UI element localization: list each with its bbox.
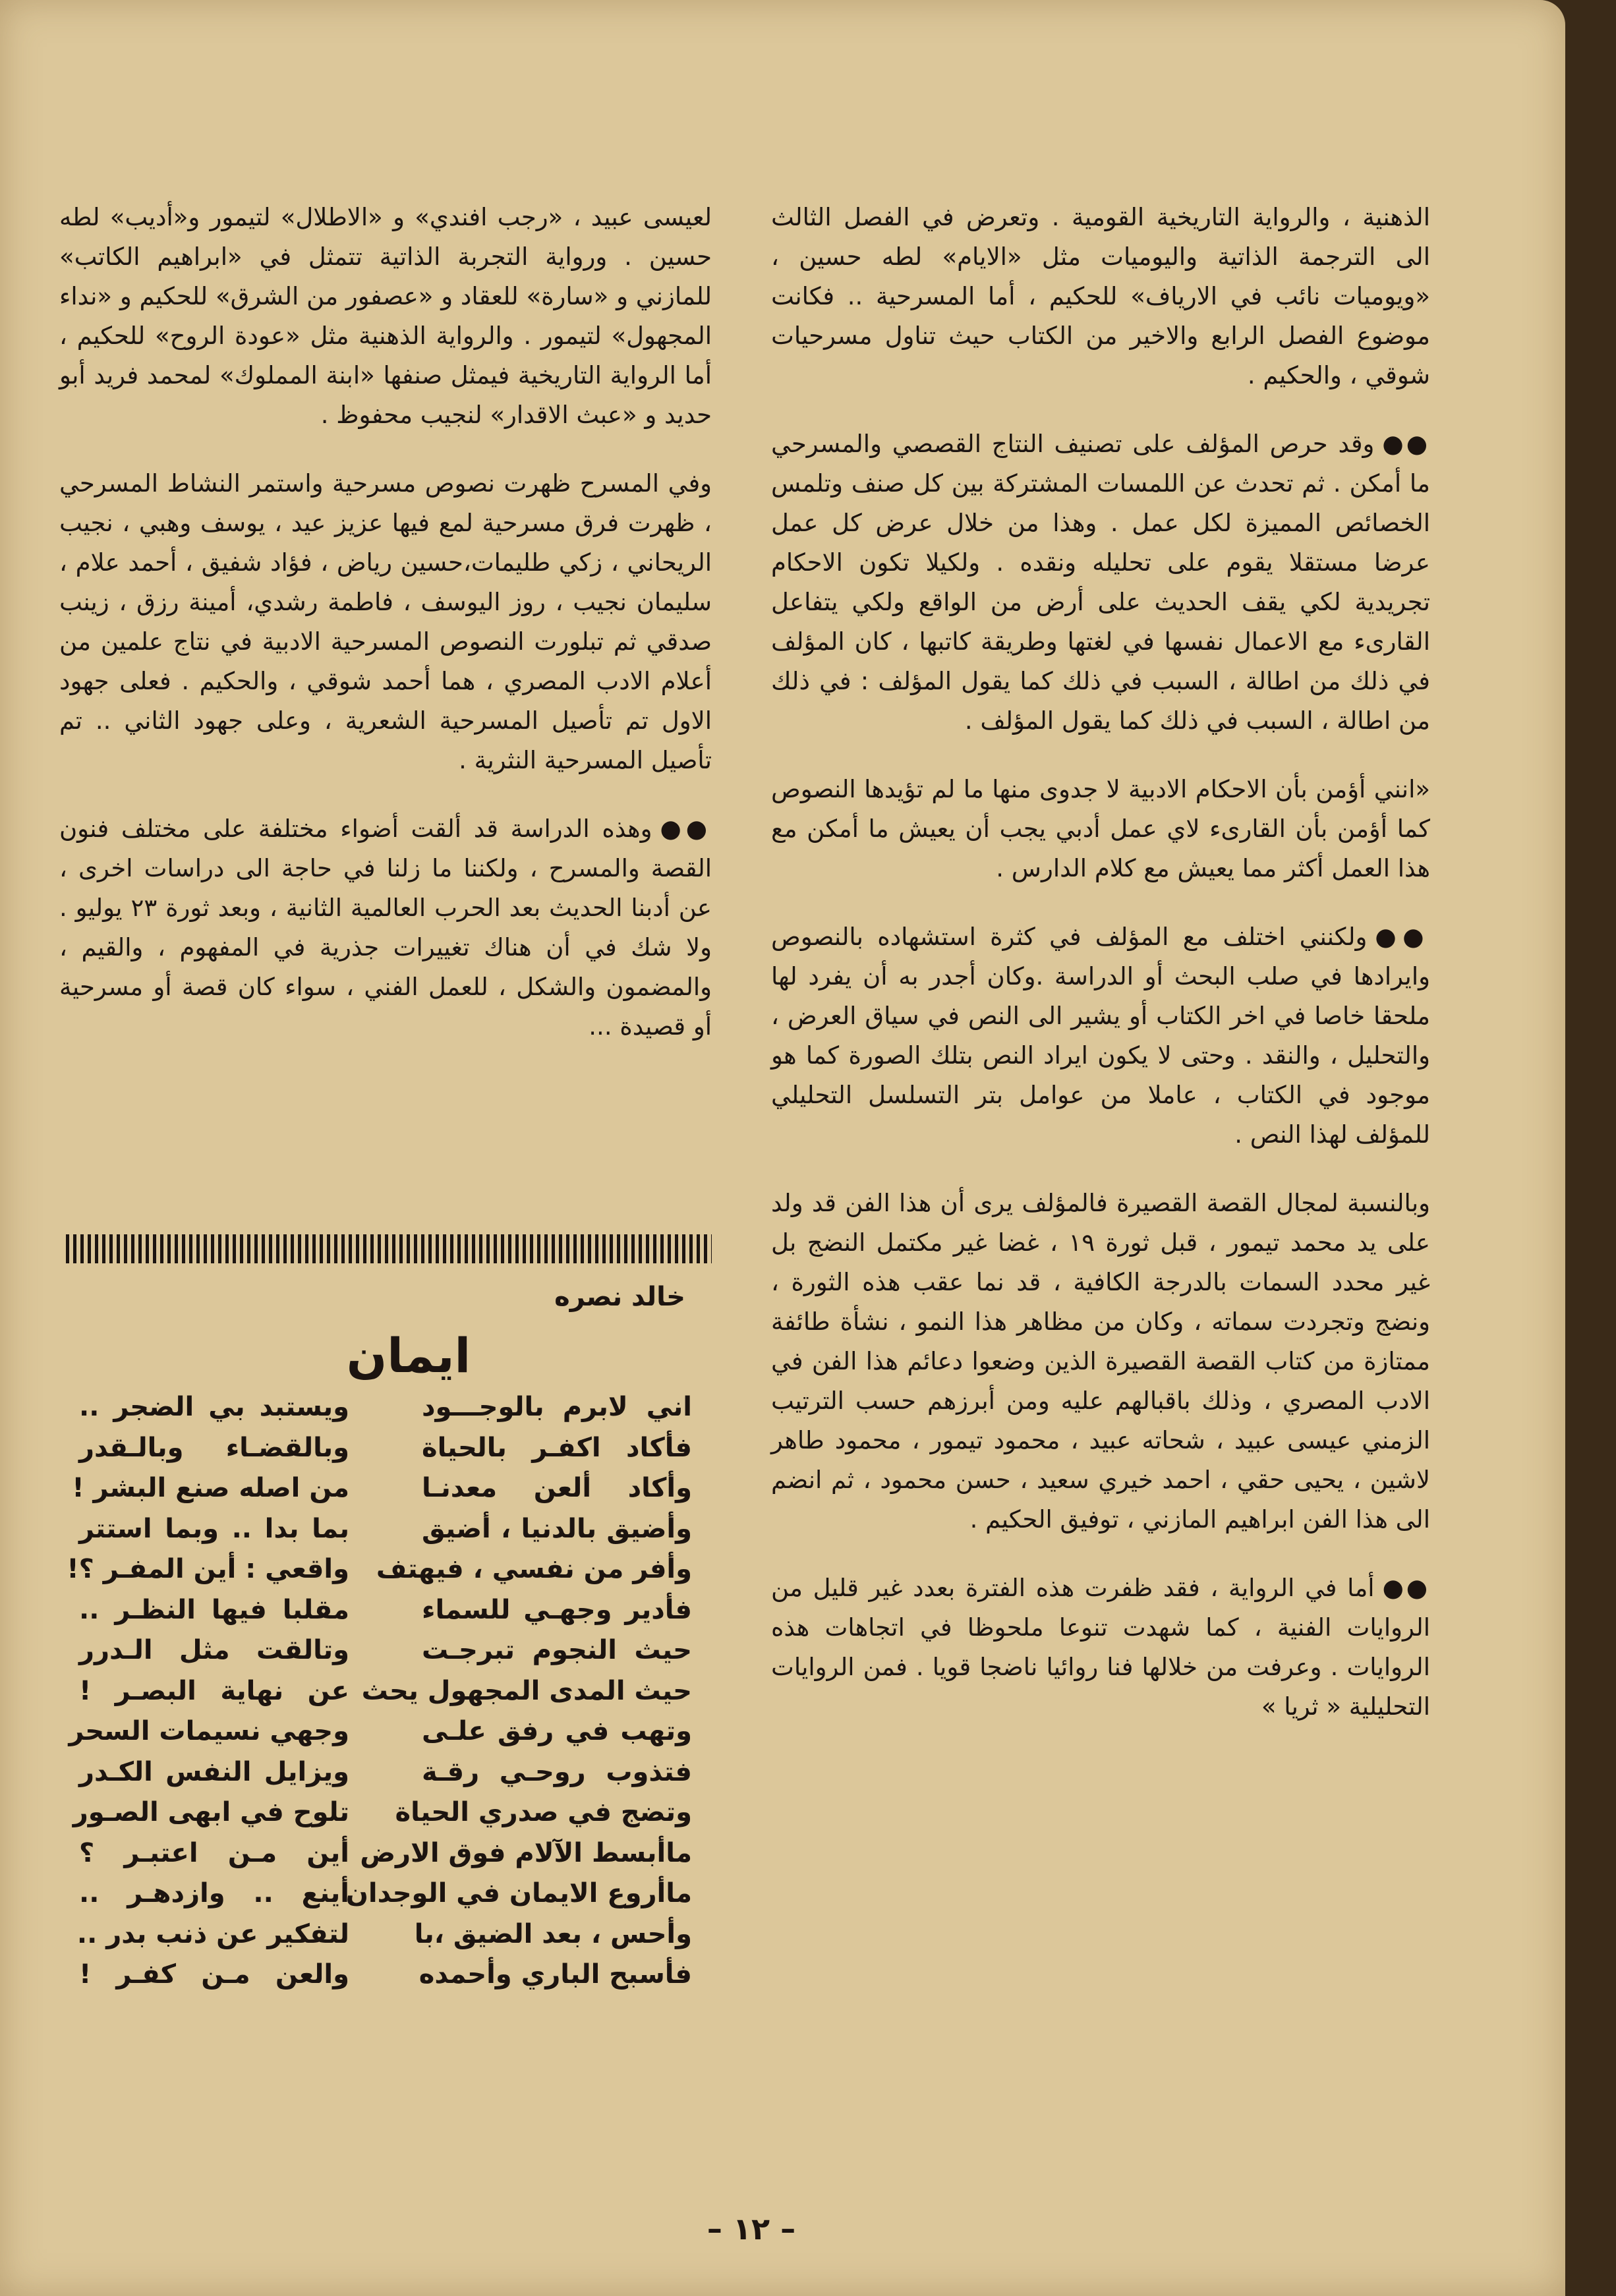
poem-line: تلوح في ابهى الصـور — [72, 1797, 349, 1827]
paragraph: وبالنسبة لمجال القصة القصيرة فالمؤلف يرى أن هذا الفن قد ولد على يد محمد تيمور ، قبل ثورة ١٩ ، غضا غير مكتمل النضج بل غير محدد السمات بالدرجة الكافية ، قد نما عقب هذه الثورة ، ونضج وتجردت سماته ، وكان من مظاهر هذا النمو ، نشأة طائفة ممتازة من كتاب القصة القصيرة الذين وضعوا دعائم هذا الفن في الادب المصري ، وذلك باقبالهم عليه ومن أبرزهم حسب الترتيب الزمني عيسى عبيد ، شحاته عبيد ، محمود تيمور ، محمود طاهر لاشين ، يحيى حقي ، احمد خيري سعيد ، حسن محمود ، ثم انضم الى هذا الفن ابراهيم المازني ، توفيق الحكيم . — [771, 1189, 1431, 1534]
poem-line: ويستبد بي الضجر .. — [79, 1392, 349, 1422]
poem-line: لتفكير عن ذنب بدر .. — [76, 1918, 349, 1949]
page-number: – ١٢ – — [707, 2211, 796, 2247]
bullet-mark: ●● — [1382, 1574, 1430, 1602]
bullet-mark: ●● — [1375, 923, 1430, 951]
decorative-divider — [66, 1234, 712, 1263]
poem-line: أينع .. وازدهـر .. — [79, 1878, 349, 1909]
left-column — [59, 198, 712, 1076]
poem-line: فأكاد اكفـر بالحياة — [422, 1432, 692, 1463]
poem-line: فتذوب روحـي رقـة — [422, 1756, 692, 1787]
poem-line: فأسبح الباري وأحمده — [418, 1959, 692, 1990]
right-column — [771, 198, 1430, 1756]
paragraph: وفي المسرح ظهرت نصوص مسرحية واستمر النشاط المسرحي ، ظهرت فرق مسرحية لمع فيها عزيز عيد ، يوسف وهبي ، نجيب الريحاني ، زكي طليمات،حسين رياض ، فؤاد شفيق ، أحمد علام ، سليمان نجيب ، روز اليوسف ، فاطمة رشدي، أمينة رزق ، زينب صدقي ثم تبلورت النصوص المسرحية الادبية في نتاج علمين من أعلام الادب المصري ، هما أحمد شوقي ، والحكيم . فعلى جهود الاول تم تأصيل المسرحية الشعرية ، وعلى جهود الثاني .. تم تأصيل المسرحية النثرية . — [59, 469, 712, 774]
poem-line: اني لابرم بالوجـــود — [422, 1392, 692, 1422]
paragraph: الذهنية ، والرواية التاريخية القومية . وتعرض في الفصل الثالث الى الترجمة الذاتية واليوميات مثل «الايام» لطه حسين ، «ويوميات نائب في الارياف» للحكيم ، أما المسرحية .. فكانت موضوع الفصل الرابع والاخير من الكتاب حيث تناول مسرحيات شوقي ، والحكيم . — [771, 203, 1430, 389]
poem-line: وأفر من نفسي ، فيهتف — [376, 1554, 692, 1584]
bullet-mark: ●● — [660, 815, 712, 843]
poem-line: حيث المدى المجهول يحث — [361, 1675, 692, 1706]
poem-line: حيث النجوم تبرجـت — [422, 1635, 692, 1665]
poem-line: مقلبا فيها النظـر .. — [79, 1594, 349, 1625]
paragraph: لعيسى عبيد ، «رجب افندي» و «الاطلال» لتيمور و«أديب» لطه حسين . ورواية التجربة الذاتية تتمثل في «ابراهيم الكاتب» للمازني و «سارة» للعقاد و «عصفور من الشرق» للحكيم و «نداء المجهول» لتيمور . والرواية الذهنية مثل «عودة الروح» للحكيم ، أما الرواية التاريخية فيمثل صنفها «ابنة المملوك» لمحمد فريد أبو حديد و «عبث الاقدار» لنجيب محفوظ . — [59, 203, 712, 429]
poem-line: بما بدا .. وبما استتر — [79, 1513, 349, 1544]
poem-line: واقعي : أين المفـر ؟! — [67, 1554, 349, 1584]
paragraph: ●●ولكنني اختلف مع المؤلف في كثرة استشهاده بالنصوص وايرادها في صلب البحث أو الدراسة .وكان أجدر به أن يفرد لها ملحقا خاصا في اخر الكتاب أو يشير الى النص في سياق العرض ، والتحليل ، والنقد . وحتى لا يكون ايراد النص بتلك الصورة كما هو موجود في الكتاب ، عاملا من عوامل بتر التسلسل التحليلي للمؤلف لهذا النص . — [771, 923, 1430, 1149]
poem-right-hemistichs — [345, 1387, 692, 1995]
paragraph: ●●وهذه الدراسة قد ألقت أضواء مختلفة على مختلف فنون القصة والمسرح ، ولكننا ما زلنا في حاجة الى دراسات اخرى ، عن أدبنا الحديث بعد الحرب العالمية الثانية ، وبعد ثورة ٢٣ يوليو . ولا شك في أن هناك تغييرات جذرية في المفهوم ، والقيم ، والمضمون والشكل ، للعمل الفني ، سواء كان قصة أو مسرحية أو قصيدة ... — [59, 815, 712, 1041]
poem-line: ماأبسط الآلام فوق الارض — [360, 1837, 692, 1868]
poem-line: ويزايل النفس الكـدر — [79, 1756, 349, 1787]
paragraph: ●●وقد حرص المؤلف على تصنيف النتاج القصصي والمسرحي ما أمكن . ثم تحدث عن اللمسات المشتركة بين كل صنف وتلمس الخصائص المميزة لكل عمل . وهذا من خلال عرض كل عمل عرضا مستقلا يقوم على تحليله ونقده . ولكيلا تكون الاحكام تجريدية لكي يقف الحديث على أرض من الواقع ولكي يتفاعل القارىء مع الاعمال نفسها في لغتها وطريقة كاتبها ، كان المؤلف في ذلك من اطالة ، السبب في ذلك كما يقول المؤلف : في ذلك من اطالة ، السبب في ذلك كما يقول المؤلف . — [771, 430, 1430, 735]
bullet-mark: ●● — [1382, 430, 1430, 458]
poem-line: وجهي نسيمات السحر — [69, 1716, 349, 1746]
quote-paragraph: «انني أؤمن بأن الاحكام الادبية لا جدوى منها ما لم تؤيدها النصوص كما أؤمن بأن القارىء لاي عمل أدبي يجب أن يعيش ما أمكن مع هذا العمل أكثر مما يعيش مع كلام الدارس . — [771, 775, 1430, 882]
poem-line: أين مـن اعتبـر ؟ — [79, 1837, 349, 1868]
poem-title: ايمان — [346, 1328, 471, 1383]
poem-line: والعن مـن كفـر ! — [79, 1959, 349, 1990]
poem-line: وتالقت مثل الـدرر — [79, 1635, 349, 1665]
poem-line: وأكاد ألعن معدنـا — [422, 1473, 692, 1503]
poem-line: وأحس ، بعد الضيق ،با — [414, 1918, 692, 1949]
paragraph: ●●أما في الرواية ، فقد ظفرت هذه الفترة بعدد غير قليل من الروايات الفنية ، كما شهدت تنوعا ملحوظا في اتجاهات هذه الروايات . وعرفت من خلالها فنا روائيا ناضجا قويا . فمن الروايات التحليلية « ثريا » — [771, 1574, 1430, 1721]
poem-line: وتهب في رفق علـى — [422, 1716, 692, 1746]
poem-line: من اصله صنع البشر ! — [72, 1473, 349, 1503]
poem-line: ماأروع الايمان في الوجدان — [345, 1878, 692, 1909]
poem-line: وتضج في صدري الحياة — [395, 1797, 692, 1827]
poem-line: وأضيق بالدنيا ، أضيق — [422, 1513, 692, 1544]
poem-left-hemistichs — [67, 1387, 349, 1995]
poem-line: فأدير وجهـي للسماء — [422, 1594, 692, 1625]
poem-author: خالد نصره — [554, 1282, 685, 1312]
poem-line: عن نهاية البصـر ! — [79, 1675, 349, 1706]
poem-line: وبالقضـاء وبالـقدر — [79, 1432, 349, 1463]
